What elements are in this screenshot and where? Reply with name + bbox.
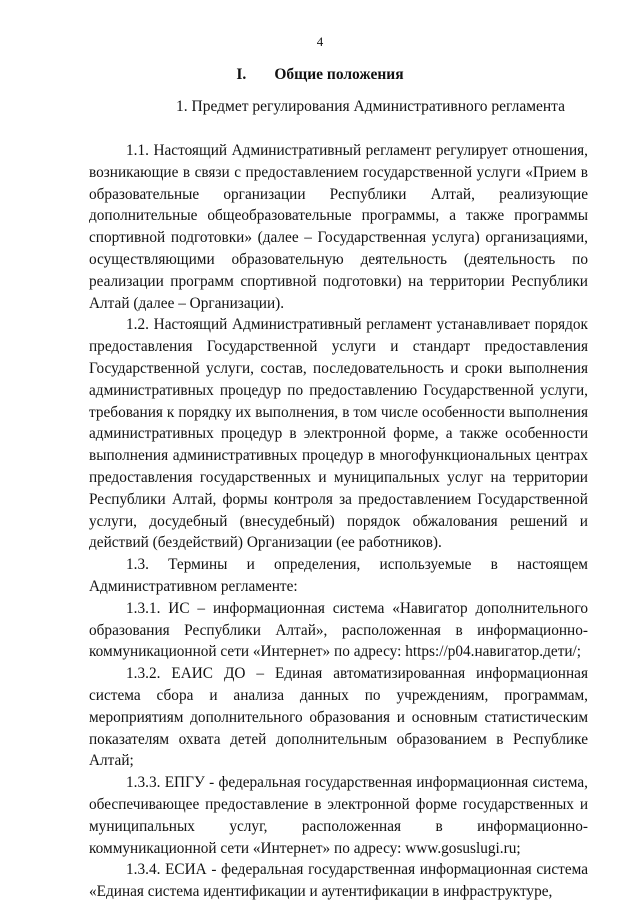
paragraph-1-3-1: 1.3.1. ИС – информационная система «Навигатор дополнительного образования Республики Алтай», расположенная в информационно-коммуникационной сети «Интернет» по адресу: https://р04.навигатор.дети/; xyxy=(89,599,588,661)
paragraph-1-1: 1.1. Настоящий Административный регламент регулирует отношения, возникающие в связи с предоставлением государственной услуги «Прием в образовательные организации Республики Алтай, реализующие дополнительные общеобразовательные программы, а также программы спортивной подготовки» (далее – Государственная услуга) организациями, осуществляющими образовательную деятельность (деятельность по реализации программ спортивной подготовки) на территории Республики Алтай (далее – Организации). xyxy=(89,142,588,312)
paragraph-1-3-3: 1.3.3. ЕПГУ - федеральная государственная информационная система, обеспечивающее предоставление в электронной форме государственных и муниципальных услуг, расположенная в информационно-коммуникационной сети «Интернет» по адресу: www.gosuslugi.ru; xyxy=(89,774,588,857)
paragraph-1-3-4: 1.3.4. ЕСИА - федеральная государственная информационная система «Единая система идентификации и аутентификации в инфраструктуре, xyxy=(89,861,588,901)
section-heading xyxy=(0,66,640,84)
page-number: 4 xyxy=(316,34,324,49)
document-body xyxy=(89,140,588,903)
subsection-heading: 1. Предмет регулирования Административного регламента xyxy=(176,98,566,115)
section-title: Общие положения xyxy=(274,66,404,83)
paragraph-1-3-2: 1.3.2. ЕАИС ДО – Единая автоматизированная информационная система сбора и анализа данных по учреждениям, программам, мероприятиям дополнительного образования и основным статистическим показателям охвата детей дополнительным образованием в Республике Алтай; xyxy=(89,665,588,770)
section-number: I. xyxy=(236,66,247,83)
paragraph-1-3: 1.3. Термины и определения, используемые в настоящем Административном регламенте: xyxy=(89,556,588,595)
paragraph-1-2: 1.2. Настоящий Административный регламент устанавливает порядок предоставления Государственной услуги и стандарт предоставления Государственной услуги, состав, последовательность и сроки выполнения административных процедур по предоставлению Государственной услуги, требования к порядку их выполнения, в том числе особенности выполнения административных процедур в электронной форме, а также особенности выполнения административных процедур в многофункциональных центрах предоставления государственных и муниципальных услуг на территории Республики Алтай, формы контроля за предоставлением Государственной услуги, досудебный (внесудебный) порядок обжалования решений и действий (бездействий) Организации (ее работников). xyxy=(89,316,588,552)
